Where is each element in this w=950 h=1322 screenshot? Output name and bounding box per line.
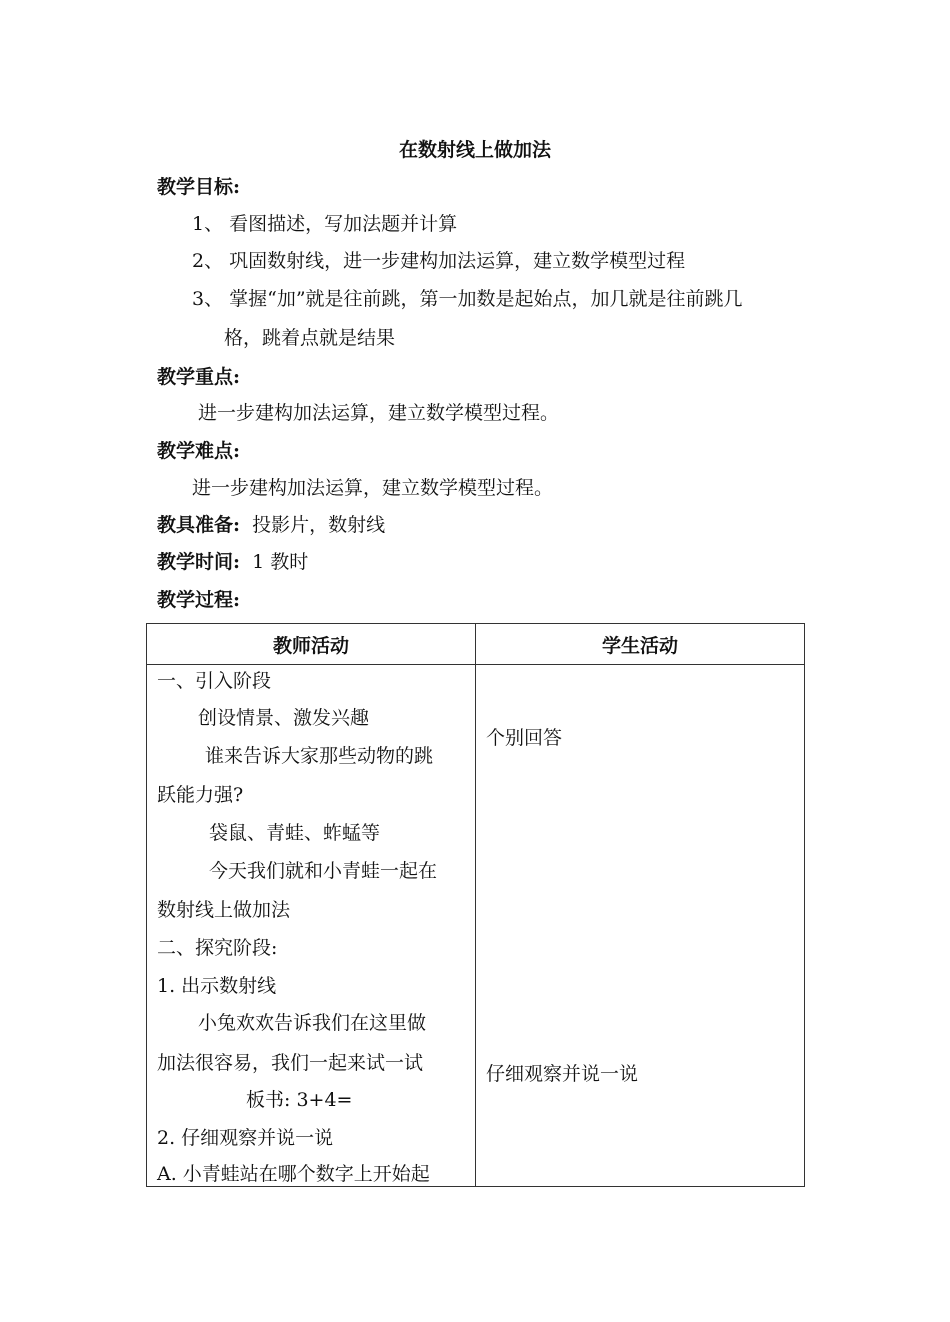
teacher-line: 二、探究阶段: — [157, 937, 278, 959]
student-activity-header: 学生活动 — [476, 624, 805, 665]
teacher-line: 跃能力强? — [157, 784, 244, 806]
teacher-line: 加法很容易，我们一起来试一试 — [157, 1052, 424, 1074]
teacher-line: 谁来告诉大家那些动物的跳 — [205, 745, 434, 767]
tools-text: 投影片，数射线 — [252, 514, 386, 536]
process-table — [146, 623, 805, 1187]
objective-item: 3、 掌握“加”就是往前跳，第一加数是起始点，加几就是往前跳几 — [192, 288, 743, 310]
time-text: 1 教时 — [252, 551, 309, 573]
student-line: 个别回答 — [486, 727, 563, 749]
time-line — [157, 550, 308, 574]
objective-item: 1、 看图描述，写加法题并计算 — [192, 213, 458, 235]
teacher-line: 2. 仔细观察并说一说 — [157, 1127, 334, 1149]
teacher-activity-cell — [147, 665, 476, 1187]
teacher-line: 数射线上做加法 — [157, 899, 291, 921]
process-heading: 教学过程: — [157, 589, 241, 611]
teacher-line: 小兔欢欢告诉我们在这里做 — [198, 1012, 427, 1034]
key-points-text: 进一步建构加法运算，建立数学模型过程。 — [198, 402, 560, 424]
objectives-heading: 教学目标: — [157, 176, 241, 198]
difficulty-text: 进一步建构加法运算，建立数学模型过程。 — [192, 477, 554, 499]
tools-line — [157, 513, 385, 537]
table-row — [147, 665, 805, 1187]
teacher-activity-header: 教师活动 — [147, 624, 476, 665]
table-header-row — [147, 624, 805, 665]
teacher-line: 1. 出示数射线 — [157, 975, 277, 997]
document-title: 在数射线上做加法 — [398, 139, 551, 161]
teacher-line: 今天我们就和小青蛙一起在 — [209, 860, 438, 882]
student-activity-cell — [476, 665, 805, 1187]
objective-item: 2、 巩固数射线，进一步建构加法运算，建立数学模型过程 — [192, 250, 686, 272]
teacher-line: 袋鼠、青蛙、蚱蜢等 — [209, 822, 381, 844]
time-heading: 教学时间: — [157, 551, 241, 573]
difficulty-heading: 教学难点: — [157, 440, 241, 462]
teacher-line: A. 小青蛙站在哪个数字上开始起 — [157, 1163, 430, 1185]
student-line: 仔细观察并说一说 — [486, 1063, 639, 1085]
teacher-line: 创设情景、激发兴趣 — [198, 707, 370, 729]
tools-heading: 教具准备: — [157, 514, 241, 536]
key-points-heading: 教学重点: — [157, 366, 241, 388]
teacher-line: 板书: 3+4= — [246, 1089, 353, 1111]
teacher-line: 一、引入阶段 — [157, 670, 272, 692]
objective-item-continuation: 格，跳着点就是结果 — [224, 327, 396, 349]
